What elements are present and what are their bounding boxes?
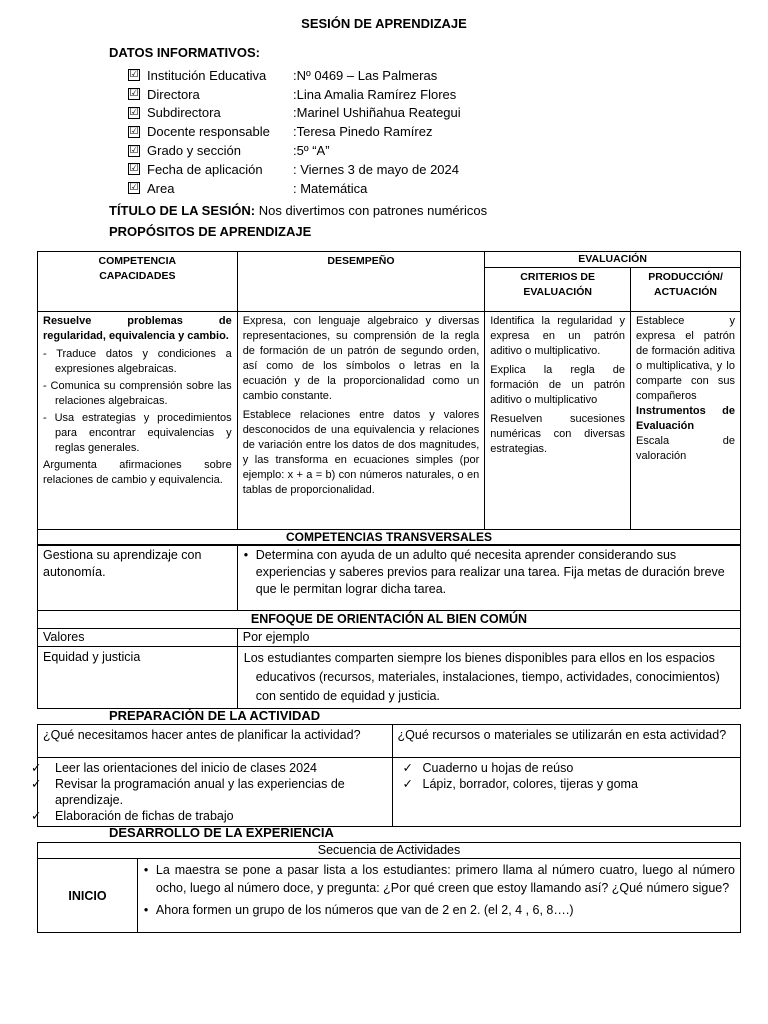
datos-label: Area	[147, 180, 175, 196]
col-evaluacion: EVALUACIÓN	[485, 252, 741, 268]
antes-item: ✓ Elaboración de fichas de trabajo	[31, 809, 234, 823]
datos-value: :5º “A”	[293, 143, 330, 159]
capacidad-item: - Comunica su comprensión sobre las relaciones algebraicas.	[43, 380, 232, 407]
transversal-competencia: Gestiona su aprendizaje con autonomía.	[38, 545, 238, 611]
col-desempeno: DESEMPEÑO	[237, 252, 485, 312]
desarrollo-table	[37, 842, 741, 933]
secuencia-header: Secuencia de Actividades	[38, 843, 741, 859]
instrumentos-label: Instrumentos de Evaluación	[636, 405, 735, 432]
recurso-item: ✓ Cuaderno u hojas de reúso	[402, 761, 574, 775]
datos-value: :Marinel Ushiñahua Reategui	[293, 105, 461, 121]
datos-row	[128, 66, 461, 85]
datos-row	[128, 141, 461, 160]
enfoque-header: ENFOQUE DE ORIENTACIÓN AL BIEN COMÚN	[38, 611, 741, 629]
competencia-cell	[38, 312, 238, 530]
recurso-item: ✓ Lápiz, borrador, colores, tijeras y goma	[402, 777, 638, 791]
inicio-item: • Ahora formen un grupo de los números que van de 2 en 2. (el 2, 4 , 6, 8….)	[156, 901, 735, 919]
propositos-header: PROPÓSITOS DE APRENDIZAJE	[109, 224, 312, 239]
produccion-cell	[631, 312, 741, 530]
inicio-label: INICIO	[38, 859, 138, 933]
transversal-desempeno: • Determina con ayuda de un adulto qué necesita aprender considerando sus experiencias y saberes previos para realizar una tarea. Fija metas de duración breve que le permitan lograr dicha tarea.	[256, 548, 725, 596]
instrumentos-value: Escala de valoración	[636, 435, 735, 462]
valor-text: Equidad y justicia	[38, 647, 238, 709]
ejemplo-text: Los estudiantes comparten siempre los bienes disponibles para ellos en los espacios educativos (recursos, materiales, instalaciones, tiempo, actividades, conocimientos) con sentido de equidad y justicia.	[237, 647, 740, 709]
col-criterios: CRITERIOS DE EVALUACIÓN	[485, 268, 631, 312]
check-icon: ✓	[31, 777, 42, 791]
datos-list	[128, 66, 461, 198]
titulo-sesion-label: TÍTULO DE LA SESIÓN:	[109, 203, 256, 218]
datos-label: Docente responsable	[147, 124, 270, 140]
criterio-1: Identifica la regularidad y expresa en un patrón aditivo o multiplicativo.	[490, 315, 626, 357]
ejemplo-label: Por ejemplo	[237, 629, 740, 647]
checkbox-icon: ☑	[129, 106, 139, 118]
datos-label: Institución Educativa	[147, 67, 267, 83]
inicio-item: • La maestra se pone a pasar lista a los estudiantes: primero llama al número cuatro, luego al número ocho, luego al número doce, y pregunta: ¿Por qué creen que estoy llamando así? ¿Qué número sigue?	[156, 861, 735, 897]
checkbox-icon: ☑	[129, 69, 139, 81]
capacidad-final: Argumenta afirmaciones sobre relaciones de cambio y equivalencia.	[43, 459, 232, 486]
check-icon: ✓	[402, 761, 413, 775]
checkbox-icon: ☑	[129, 182, 139, 194]
desempeno-1: Expresa, con lenguaje algebraico y diversas representaciones, su comprensión de la regla de formación de un patrón de segundo orden, así como de los símbolos o letras en la ecuación y de la proporcionalidad como un cambio constante.	[242, 315, 480, 402]
capacidades-list	[43, 347, 232, 456]
datos-row	[128, 104, 461, 123]
col-capacidades: CAPACIDADES	[99, 270, 176, 282]
datos-label: Directora	[147, 86, 200, 102]
datos-row	[128, 160, 461, 179]
datos-value: : Matemática	[293, 180, 368, 196]
desarrollo-header: DESARROLLO DE LA EXPERIENCIA	[109, 825, 334, 840]
criterio-3: Resuelven sucesiones numéricas con diversas estrategias.	[490, 413, 626, 455]
antes-item: ✓ Leer las orientaciones del inicio de clases 2024	[31, 761, 317, 775]
antes-item: ✓ Revisar la programación anual y las experiencias de aprendizaje.	[31, 777, 345, 807]
datos-value: : Viernes 3 de mayo de 2024	[293, 161, 459, 177]
datos-header: DATOS INFORMATIVOS:	[109, 45, 260, 60]
check-icon: ✓	[31, 809, 42, 823]
datos-row	[128, 85, 461, 104]
check-icon: ✓	[31, 761, 42, 775]
transversales-header: COMPETENCIAS TRANSVERSALES	[38, 530, 741, 546]
capacidad-item: - Usa estrategias y procedimientos para encontrar equivalencias y reglas generales.	[43, 412, 232, 454]
datos-row	[128, 179, 461, 198]
inicio-list	[137, 859, 740, 933]
col-produccion: PRODUCCIÓN/ ACTUACIÓN	[631, 268, 741, 312]
antes-list	[31, 758, 393, 827]
datos-label: Grado y sección	[147, 143, 241, 159]
datos-row	[128, 122, 461, 141]
pregunta-recursos: ¿Qué recursos o materiales se utilizarán en esta actividad?	[392, 725, 740, 758]
page-title: SESIÓN DE APRENDIZAJE	[301, 16, 467, 31]
produccion-text: Establece y expresa el patrón de formación aditiva o multiplicativa, y lo comparte con sus compañeros	[636, 315, 735, 402]
datos-label: Subdirectora	[147, 105, 221, 121]
titulo-sesion-value: Nos divertimos con patrones numéricos	[258, 203, 488, 218]
competencia-text: Resuelve problemas de regularidad, equivalencia y cambio.	[43, 315, 232, 342]
pregunta-antes: ¿Qué necesitamos hacer antes de planificar la actividad?	[38, 725, 393, 758]
titulo-sesion	[109, 203, 487, 218]
criterios-cell	[485, 312, 631, 530]
col-competencia: COMPETENCIA	[98, 255, 177, 267]
desempeno-2: Establece relaciones entre datos y valores desconocidos de una equivalencia y relaciones de variación entre los datos de dos magnitudes, y las transforma en ecuaciones simples (por ejemplo: x + a = b) con números naturales, o en tablas de proporcionalidad.	[242, 409, 480, 496]
capacidad-item: - Traduce datos y condiciones a expresiones algebraicas.	[43, 348, 232, 375]
checkbox-icon: ☑	[129, 163, 139, 175]
datos-value: :Lina Amalia Ramírez Flores	[293, 86, 457, 102]
datos-value: :Nº 0469 – Las Palmeras	[293, 67, 438, 83]
checkbox-icon: ☑	[129, 88, 139, 100]
preparacion-table	[31, 724, 741, 827]
desempeno-cell	[237, 312, 485, 530]
checkbox-icon: ☑	[129, 144, 139, 156]
transversales-table	[37, 544, 741, 709]
header-competencia	[38, 252, 238, 312]
valores-label: Valores	[38, 629, 238, 647]
datos-value: :Teresa Pinedo Ramírez	[293, 124, 433, 140]
propositos-table	[37, 251, 741, 546]
recursos-list	[392, 758, 740, 827]
datos-label: Fecha de aplicación	[147, 161, 263, 177]
preparacion-header: PREPARACIÓN DE LA ACTIVIDAD	[109, 708, 321, 723]
transversal-desempeno-cell	[237, 545, 740, 611]
check-icon: ✓	[402, 777, 413, 791]
checkbox-icon: ☑	[129, 125, 139, 137]
criterio-2: Explica la regla de formación de un patrón aditivo o multiplicativo	[490, 364, 626, 406]
